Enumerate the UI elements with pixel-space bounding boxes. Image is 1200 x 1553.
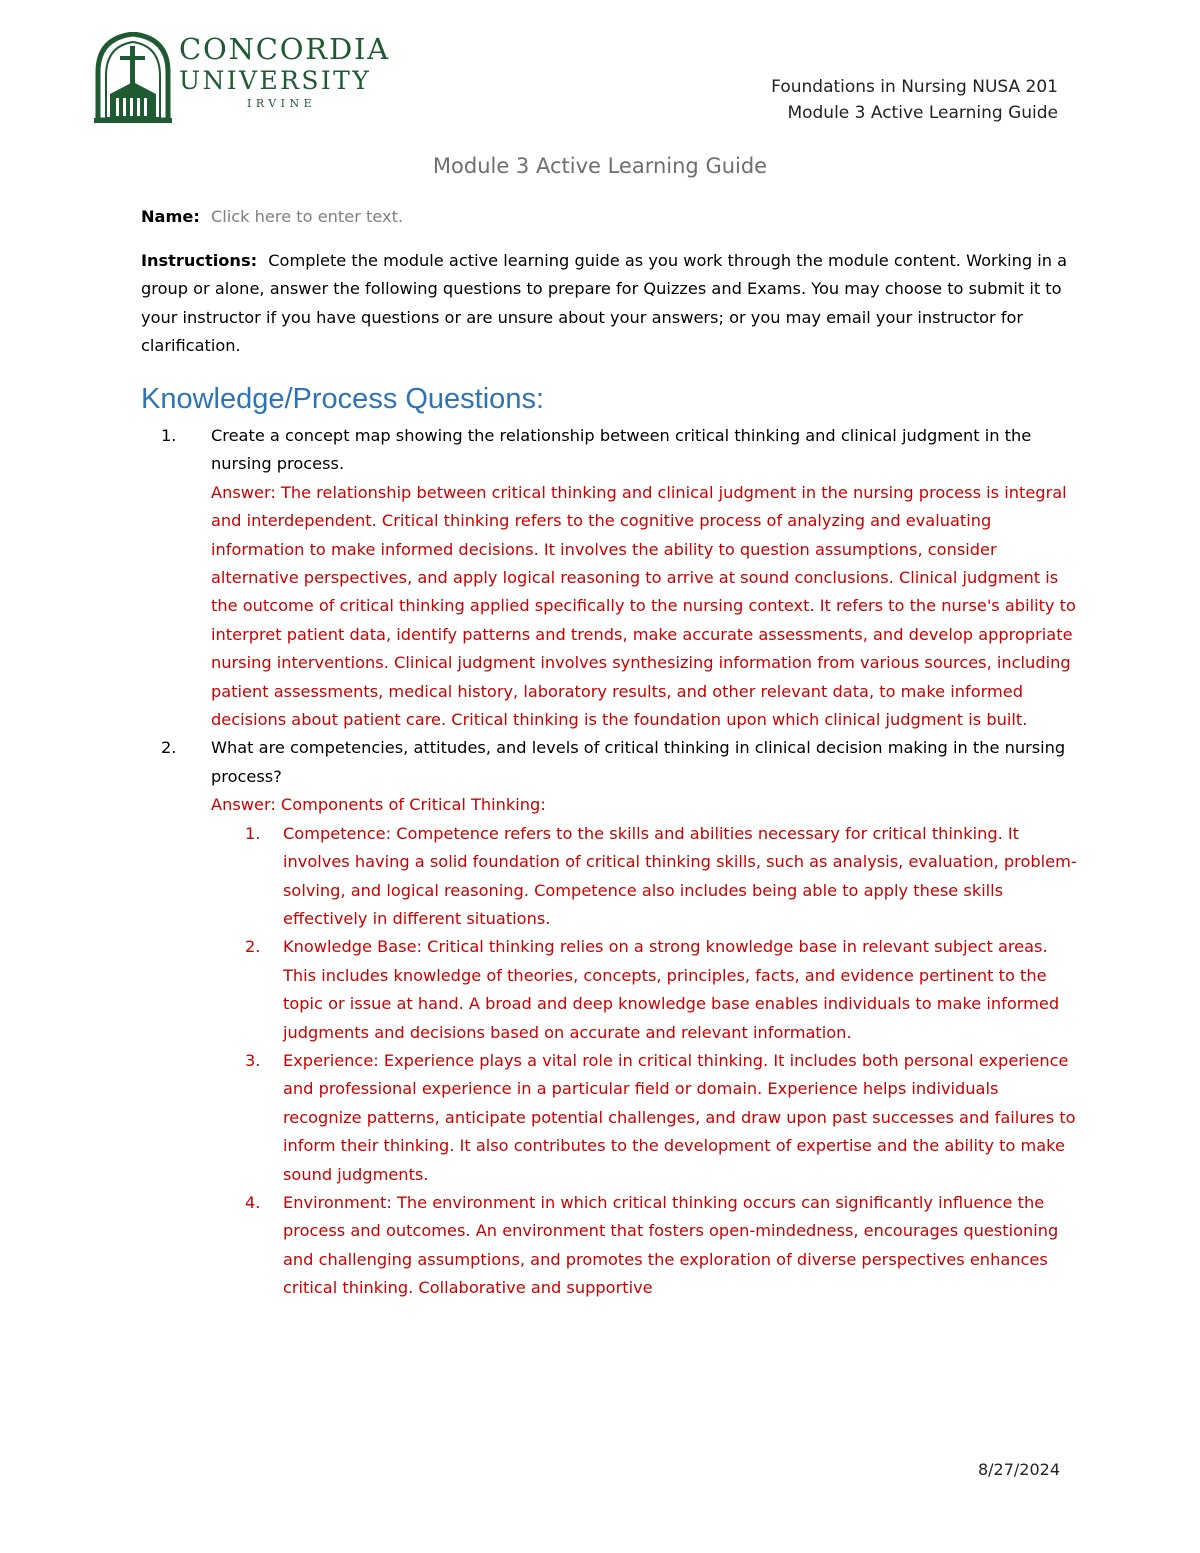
logo-wordmark-university: UNIVERSITY (179, 66, 372, 95)
answer-list-text: Experience: Experience plays a vital role in critical thinking. It includes both personal experience and professional experience in a particular field or domain. Experience helps individuals recognize patterns, anticipate potential challenges, and draw upon past successes and failures to inform their thinking. It also contributes to the development of expertise and the ability to make sound judgments. (283, 1050, 1076, 1184)
page-title: Module 3 Active Learning Guide (432, 154, 768, 178)
name-label: Name: (141, 207, 200, 226)
question-list (141, 422, 1081, 1303)
footer-date: 8/27/2024 (977, 1460, 1060, 1479)
chapel-emblem-icon (92, 32, 174, 124)
answer-list-text: Competence: Competence refers to the skills and abilities necessary for critical thinking. It involves having a solid foundation of critical thinking skills, such as analysis, evaluation, problem-solving, and logical reasoning. Competence also includes being able to apply these skills effectively in different situations. (283, 823, 1077, 928)
instructions-label: Instructions: (141, 251, 258, 270)
logo-wordmark-concordia: CONCORDIA (179, 32, 390, 66)
question-text: What are competencies, attitudes, and levels of critical thinking in clinical decision making in the nursing process? (211, 738, 1066, 786)
answer-list-number: 2. (245, 937, 261, 957)
logo-wordmark-irvine: IRVINE (247, 97, 317, 110)
answer-list-number: 1. (245, 823, 261, 843)
instructions-text: Complete the module active learning guide as you work through the module content. Working in a group or alone, answer the following questions to prepare for Quizzes and Exams. You may choose to submit it to your instructor if you have questions or are unsure about your answers; or you may email your instructor for clarification. (141, 251, 1068, 356)
answer-list-number: 4. (245, 1192, 261, 1212)
answer-list-item (141, 933, 1081, 1047)
header-guide: Module 3 Active Learning Guide (787, 103, 1058, 123)
name-row (141, 203, 1081, 231)
header-course: Foundations in Nursing NUSA 201 (771, 77, 1058, 97)
instructions-paragraph (141, 247, 1081, 361)
university-logo (92, 32, 390, 124)
question-item (141, 422, 1081, 734)
section-heading: Knowledge/Process Questions: (141, 383, 544, 415)
question-item (141, 734, 1081, 1302)
answer-list-text: Knowledge Base: Critical thinking relies on a strong knowledge base in relevant subject areas. This includes knowledge of theories, concepts, principles, facts, and evidence pertinent to the topic or issue at hand. A broad and deep knowledge base enables individuals to make informed judgments and decisions based on accurate and relevant information. (283, 937, 1060, 1042)
name-input[interactable]: Click here to enter text. (210, 207, 404, 226)
answer-text: Answer: The relationship between critical thinking and clinical judgment in the nursing process is integral and interdependent. Critical thinking refers to the cognitive process of analyzing and evaluating information to make informed decisions. It involves the ability to question assumptions, consider alternative perspectives, and apply logical reasoning to arrive at sound conclusions. Clinical judgment is the outcome of critical thinking applied specifically to the nursing context. It refers to the nurse's ability to interpret patient data, identify patterns and trends, make accurate assessments, and develop appropriate nursing interventions. Clinical judgment involves synthesizing information from various sources, including patient assessments, medical history, laboratory results, and other relevant data, to make informed decisions about patient care. Critical thinking is the foundation upon which clinical judgment is built. (211, 482, 1076, 730)
answer-list-item (141, 820, 1081, 934)
answer-list-item (141, 1047, 1081, 1189)
question-text: Create a concept map showing the relationship between critical thinking and clinical judgment in the nursing process. (211, 426, 1032, 474)
question-number: 2. (161, 738, 177, 758)
answer-text: Answer: Components of Critical Thinking: (211, 795, 546, 815)
answer-list-item (141, 1189, 1081, 1303)
answer-list-number: 3. (245, 1050, 261, 1070)
question-number: 1. (161, 426, 177, 445)
answer-list-text: Environment: The environment in which critical thinking occurs can significantly influence the process and outcomes. An environment that fosters open-mindedness, encourages questioning and challenging assumptions, and promotes the exploration of diverse perspectives enhances critical thinking. Collaborative and supportive (283, 1192, 1059, 1298)
page-header (771, 74, 1058, 126)
